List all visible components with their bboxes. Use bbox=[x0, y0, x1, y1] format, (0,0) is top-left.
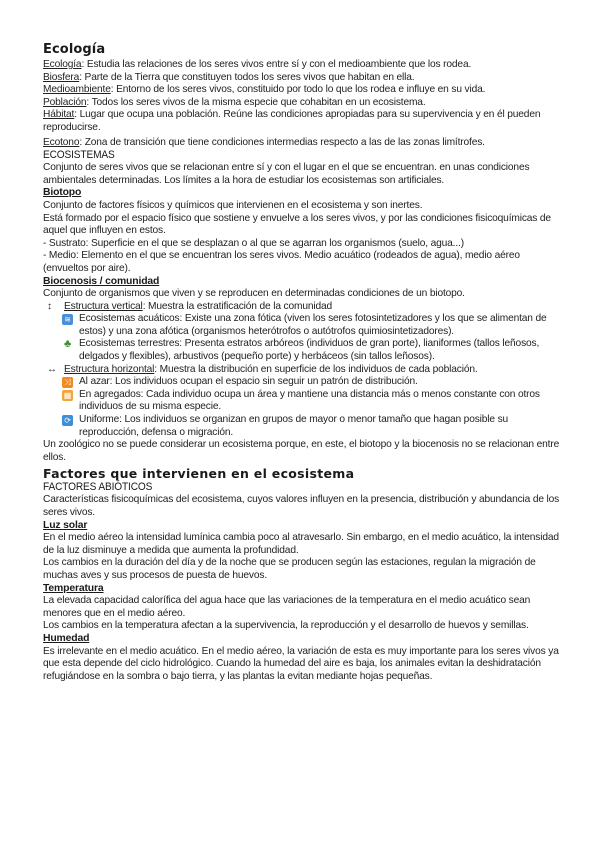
sub-item-text: Ecosistemas acuáticos: Existe una zona fótica (viven los seres fotosintetizadores y los que se alimentan de estos) y una zona afótica (organismos heterótrofos o autótrofos quimiosintetizadores). bbox=[79, 313, 547, 337]
definition-text: : Todos los seres vivos de la misma especie que cohabitan en un ecosistema. bbox=[86, 96, 426, 108]
vertical-arrows-icon: ↕ bbox=[47, 300, 52, 312]
sub-item-agregados bbox=[43, 389, 563, 414]
cluster-icon: ▦ bbox=[63, 390, 72, 400]
list-item-horizontal bbox=[43, 364, 563, 377]
luz-line: Los cambios en la duración del día y de la noche que se producen según las estaciones, regulan la migración de muchas aves y sus procesos de puesta de huevos. bbox=[43, 557, 536, 581]
section-heading-abioticos: FACTORES ABIÓTICOS bbox=[43, 481, 153, 494]
wave-icon: ≋ bbox=[62, 314, 73, 325]
biotopo-line: - Sustrato: Superficie en el que se desplazan o al que se agarran los organismos (suelo, agua...) bbox=[43, 237, 464, 249]
subheading-temperatura: Temperatura bbox=[43, 582, 104, 594]
sub-item-acuaticos bbox=[43, 313, 563, 338]
humedad-line: Es irrelevante en el medio acuático. En el medio aéreo, la variación de esta es muy importante para los seres vivos ya que esta depende del ciclo hidrológico. Cuando la humedad del aire es baja, los animales evitan la deshidratación refugiándose en la sombra o bajo tierra, y las plantas la evitan mediante hojas pequeñas. bbox=[43, 645, 559, 682]
definition-term: Ecotono bbox=[43, 136, 80, 148]
definition-term: Ecología bbox=[43, 59, 82, 70]
subheading-biotopo: Biotopo bbox=[43, 187, 82, 199]
temperatura-line: La elevada capacidad calorífica del agua hace que las variaciones de la temperatura en el medio acuático sean menores que en el medio aéreo. bbox=[43, 595, 531, 619]
list-item-vertical bbox=[43, 301, 563, 314]
sub-item-text: Al azar: Los individuos ocupan el espacio sin seguir un patrón de distribución. bbox=[79, 376, 418, 388]
repeat-icon: ⟳ bbox=[62, 415, 73, 426]
biotopo-line: Conjunto de factores físicos y químicos que intervienen en el ecosistema y son inertes. bbox=[43, 199, 423, 211]
sub-item-text: En agregados: Cada individuo ocupa un área y mantiene una distancia más o menos constante con otros individuos de su misma especie. bbox=[79, 388, 540, 413]
biocenosis-intro: Conjunto de organismos que viven y se reproducen en determinadas condiciones de un biotopo. bbox=[43, 288, 465, 300]
sub-item-uniforme bbox=[43, 414, 563, 439]
definition-term: Población bbox=[43, 96, 87, 108]
definition-ecotono bbox=[43, 137, 563, 150]
list-item-term: Estructura vertical bbox=[64, 300, 143, 312]
zoo-note: Un zoológico no se puede considerar un ecosistema porque, en este, el biotopo y la biocenosis no se relacionan entre ellos. bbox=[43, 439, 560, 463]
definition-medioambiente bbox=[43, 84, 563, 97]
ecosistemas-intro: Conjunto de seres vivos que se relacionan entre sí y con el lugar en el que se encuentran. en unas condiciones ambientales determinadas. Los límites a la hora de estudiar los ecosistemas son artificiales. bbox=[43, 162, 530, 186]
tree-icon: ♣ bbox=[63, 338, 72, 351]
luz-line: En el medio aéreo la intensidad lumínica cambia poco al atravesarlo. Sin embargo, en el medio acuático, la intensidad de la luz disminuye a medida que aumenta la profundidad. bbox=[43, 532, 559, 556]
biotopo-line: Está formado por el espacio físico que sostiene y envuelve a los seres vivos, y por las condiciones fisicoquímicas de aquel que influyen en estos. bbox=[43, 212, 551, 237]
abioticos-intro: Características fisicoquímicas del ecosistema, cuyos valores influyen en la presencia, distribución y abundancia de los seres vivos. bbox=[43, 494, 560, 518]
page-title: Ecología bbox=[43, 42, 106, 57]
definition-text: : Entorno de los seres vivos, constituido por todo lo que los rodea e influye en su vida. bbox=[110, 84, 486, 96]
definition-term: Biosfera bbox=[43, 71, 80, 83]
subheading-luz-solar: Luz solar bbox=[43, 519, 88, 531]
shuffle-icon: ⤨ bbox=[62, 377, 73, 388]
definition-habitat bbox=[43, 109, 563, 134]
definition-text: : Zona de transición que tiene condiciones intermedias respecto a las de las zonas limítrofes. bbox=[79, 136, 485, 148]
sub-item-azar bbox=[43, 376, 563, 389]
definition-term: Hábitat bbox=[43, 109, 75, 121]
definition-text: : Estudia las relaciones de los seres vivos entre sí y con el medioambiente que los rodea. bbox=[81, 59, 472, 70]
list-item-text: : Muestra la distribución en superficie de los individuos de cada población. bbox=[154, 363, 478, 375]
list-item-term: Estructura horizontal bbox=[64, 363, 155, 375]
section-heading-factores: Factores que intervienen en el ecosistema bbox=[43, 466, 355, 482]
sub-item-text: Ecosistemas terrestres: Presenta estratos arbóreos (individuos de gran porte), lianiformes (tallos leñosos, delgados y flexibles), arbustivos (pequeño porte) y herbáceos (sin tallos leñosos). bbox=[79, 338, 540, 363]
biotopo-line: - Medio: Elemento en el que se encuentran los seres vivos. Medio acuático (rodeados de agua), medio aéreo (envueltos por aire). bbox=[43, 250, 520, 274]
section-heading-ecosistemas: ECOSISTEMAS bbox=[43, 149, 115, 162]
subheading-humedad: Humedad bbox=[43, 632, 90, 644]
definition-biosfera bbox=[43, 72, 563, 85]
horizontal-arrows-icon: ↔ bbox=[47, 363, 57, 375]
definition-text: : Lugar que ocupa una población. Reúne las condiciones apropiadas para su supervivencia y en él pueden reproducirse. bbox=[43, 109, 541, 133]
definition-poblacion bbox=[43, 97, 563, 110]
sub-item-text: Uniforme: Los individuos se organizan en grupos de mayor o menor tamaño que hagan posible su reproducción, defensa o migración. bbox=[79, 414, 509, 438]
definition-text: : Parte de la Tierra que constituyen todos los seres vivos que habitan en ella. bbox=[79, 71, 415, 83]
definition-term: Medioambiente bbox=[43, 84, 111, 96]
definition-ecologia bbox=[43, 59, 563, 72]
sub-item-terrestres bbox=[43, 338, 563, 363]
temperatura-line: Los cambios en la temperatura afectan a la supervivencia, la reproducción y el desarrollo de huevos y semillas. bbox=[43, 620, 529, 632]
list-item-text: : Muestra la estratificación de la comunidad bbox=[142, 300, 333, 312]
document-page bbox=[43, 42, 563, 683]
subheading-biocenosis: Biocenosis / comunidad bbox=[43, 275, 160, 287]
